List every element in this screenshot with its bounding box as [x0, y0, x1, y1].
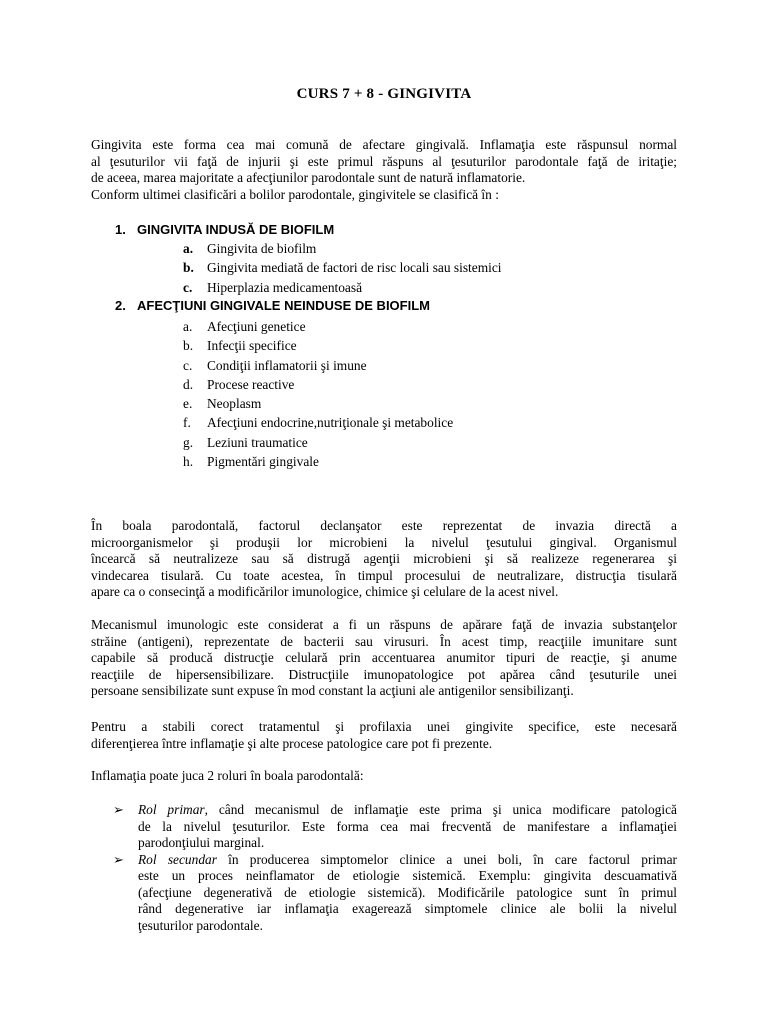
- item-text: Infecţii specifice: [207, 338, 297, 354]
- item-letter: g.: [183, 434, 194, 450]
- item-text: Procese reactive: [207, 376, 295, 392]
- list-item: [183, 278, 502, 297]
- paragraph-tratament: [91, 719, 677, 752]
- list-item-rol-primar: [113, 802, 677, 852]
- section-heading-biofilm: [115, 222, 334, 239]
- list-item: [183, 317, 453, 336]
- item-letter: b.: [183, 338, 194, 354]
- item-text: Neoplasm: [207, 396, 262, 412]
- text-line: În boala parodontală, factorul declanşator este reprezentat de invazia directă a: [91, 518, 677, 533]
- text-line: de la nivelul ţesuturilor. Este forma cea mai frecventă de manifestare a inflamaţiei: [138, 818, 677, 834]
- list-item: [183, 336, 453, 355]
- item-letter: f.: [183, 415, 191, 431]
- item-letter: c.: [183, 279, 193, 295]
- text-line: , când mecanismul de inflamaţie este prima şi unica modificare patologică: [204, 802, 677, 817]
- item-letter: h.: [183, 454, 194, 470]
- item-letter: b.: [183, 260, 194, 276]
- text-line: Mecanismul imunologic este considerat a fi un răspuns de apărare faţă de invazia substanţelor: [91, 617, 677, 632]
- role-label: Rol primar: [138, 802, 205, 817]
- list-item-rol-secundar: [113, 852, 677, 935]
- text-line: în producerea simptomelor clinice a unei boli, în care factorul primar: [216, 851, 677, 867]
- item-text: Pigmentări gingivale: [207, 454, 319, 470]
- section-number: 2.: [115, 298, 126, 313]
- text-line: ţesuturilor parodontale.: [138, 917, 263, 933]
- list-item: [183, 356, 453, 375]
- text-line: Gingivita este forma cea mai comună de afectare gingivală. Inflamaţia este răspunsul normal: [91, 137, 677, 152]
- roles-list: [113, 802, 677, 934]
- section-number: 1.: [115, 222, 126, 237]
- item-text: Afecţiuni genetice: [207, 319, 306, 334]
- item-letter: c.: [183, 357, 193, 373]
- non-biofilm-sublist: [183, 317, 453, 471]
- text-line: al ţesuturilor vii faţă de injurii şi este primul răspuns al ţesuturilor parodontale faţă de iritaţie;: [91, 153, 677, 169]
- section-title: GINGIVITA INDUSĂ DE BIOFILM: [137, 222, 335, 237]
- item-letter: e.: [183, 396, 193, 412]
- item-letter: a.: [183, 241, 194, 256]
- section-title: AFECŢIUNI GINGIVALE NEINDUSE DE BIOFILM: [137, 298, 430, 313]
- arrow-bullet-icon: ➢: [113, 851, 124, 867]
- list-item: [183, 258, 502, 277]
- item-letter: a.: [183, 319, 193, 334]
- text-line: apare ca o consecinţă a modificărilor imunologice, chimice şi celulare de la acest nivel.: [91, 584, 559, 599]
- paragraph-mecanism-imunologic: [91, 617, 677, 700]
- list-item: [183, 375, 453, 394]
- list-item: [183, 239, 502, 258]
- text-line: parodonţiului marginal.: [138, 835, 265, 850]
- item-text: Condiţii inflamatorii şi imune: [207, 357, 367, 373]
- intro-paragraph: [91, 137, 677, 203]
- section-heading-non-biofilm: [115, 298, 430, 315]
- text-line: Pentru a stabili corect tratamentul şi profilaxia unei gingivite specifice, este necesară: [91, 719, 677, 734]
- text-line: microorganismelor şi produşii lor microbieni la nivelul ţesutului gingival. Organismul: [91, 534, 677, 550]
- text-line: încearcă să neutralizeze sau să distrugă agenţii microbieni şi să realizeze regenerarea şi: [91, 551, 677, 566]
- text-line: vindecarea tisulară. Cu toate acestea, în timpul procesului de neutralizare, distrucţia tisulară: [91, 567, 677, 583]
- text-line: diferenţierea între inflamaţie şi alte procese patologice care pot fi prezente.: [91, 735, 493, 751]
- paragraph-boala-parodontala: [91, 518, 677, 601]
- role-label: Rol secundar: [138, 851, 217, 867]
- paragraph-roluri: Inflamaţia poate juca 2 roluri în boala parodontală:: [91, 768, 364, 783]
- arrow-bullet-icon: ➢: [113, 802, 124, 817]
- item-text: Hiperplazia medicamentoasă: [207, 279, 363, 295]
- list-item: [183, 433, 453, 452]
- item-text: Afecţiuni endocrine,nutriţionale şi metabolice: [207, 415, 454, 431]
- text-line: Conform ultimei clasificări a bolilor parodontale, gingivitele se clasifică în :: [91, 186, 499, 202]
- list-item: [183, 413, 453, 432]
- text-line: capabile să producă distrucţie celulară prin accentuarea anumitor tipuri de reacţie, şi anume: [91, 650, 677, 665]
- text-line: este un proces neinflamator de etiologie sistemică. Exemplu: gingivita descuamativă: [138, 868, 677, 883]
- item-text: Gingivita mediată de factori de risc locali sau sistemici: [207, 260, 502, 276]
- text-line: (afecţiune degenerativă de etiologie sistemică). Modificările patologice sunt în primul: [138, 884, 677, 900]
- text-line: străine (antigeni), reprezentate de bacterii sau virusuri. În acest timp, reacţiile imunitare sunt: [91, 633, 677, 649]
- list-item: [183, 394, 453, 413]
- page-title: CURS 7 + 8 - GINGIVITA: [296, 86, 472, 102]
- item-text: Gingivita de biofilm: [207, 241, 317, 256]
- item-text: Leziuni traumatice: [207, 434, 308, 450]
- text-line: de aceea, marea majoritate a afecţiunilor parodontale sunt de natură inflamatorie.: [91, 170, 526, 185]
- biofilm-sublist: [183, 239, 502, 297]
- text-line: reacţiile de hipersensibilizare. Distrucţiile imunopatologice pot apărea când ţesuturile unei: [91, 666, 677, 682]
- text-line: persoane sensibilizate sunt expuse în mod constant la acţiuni ale antigenilor sensibilizanţi.: [91, 683, 574, 698]
- text-line: rând degenerative iar inflamaţia exagerează simptomele clinice ale bolii la nivelul: [138, 901, 677, 916]
- item-letter: d.: [183, 376, 194, 392]
- list-item: [183, 452, 453, 471]
